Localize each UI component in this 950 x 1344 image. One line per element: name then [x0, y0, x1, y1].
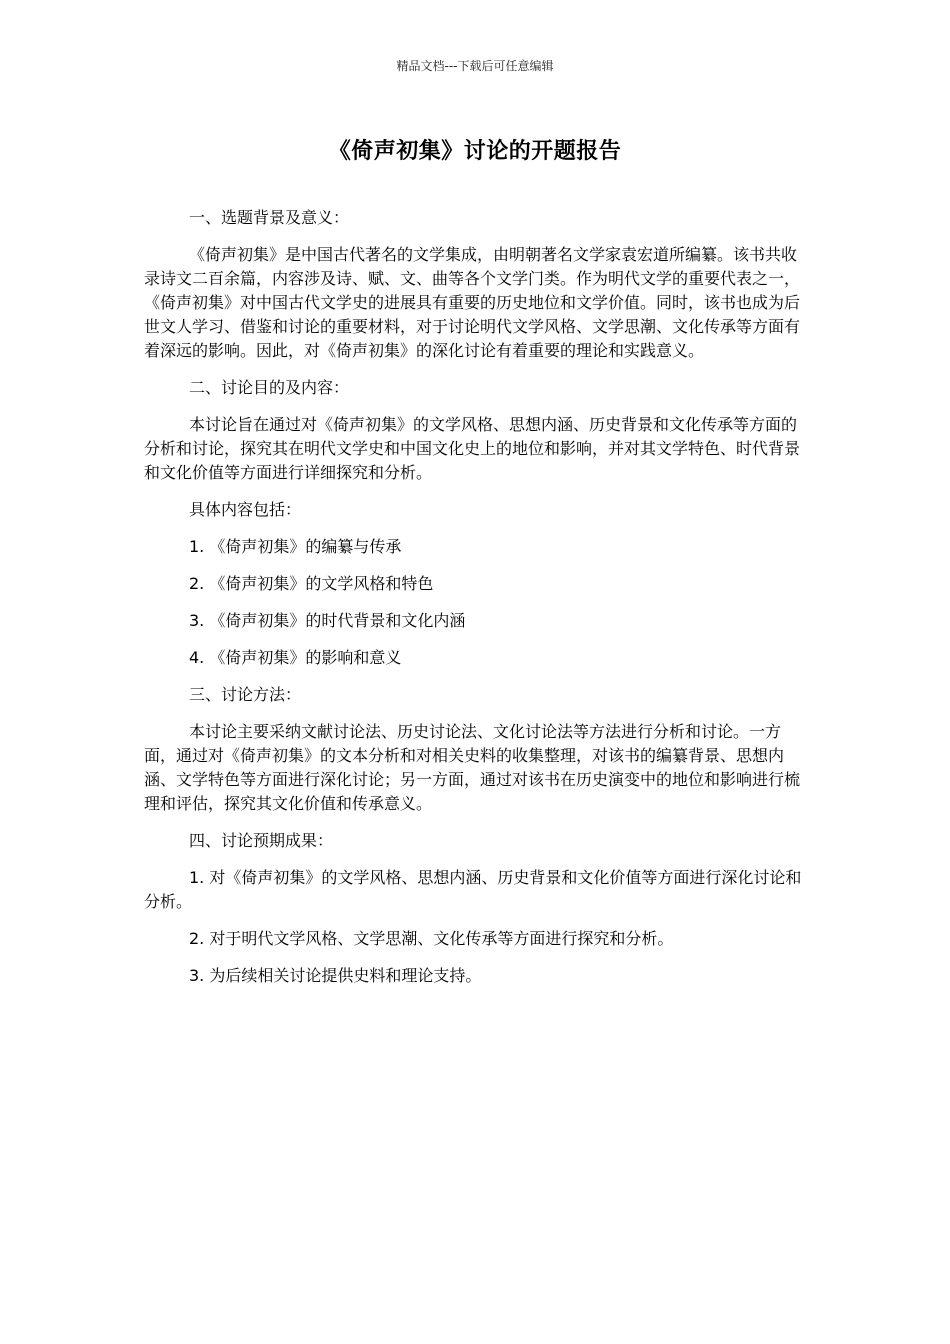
content-item: 4. 《倚声初集》的影响和意义	[189, 648, 402, 667]
outcome-item: 1. 对《倚声初集》的文学风格、思想内涵、历史背景和文化价值等方面进行深化讨论和分析。	[144, 868, 802, 911]
document-body	[144, 206, 806, 1001]
content-item: 1. 《倚声初集》的编纂与传承	[189, 537, 402, 556]
paragraph-purpose: 本讨论旨在通过对《倚声初集》的文学风格、思想内涵、历史背景和文化传承等方面的分析和讨论，探究其在明代文学史和中国文化史上的地位和影响，并对其文学特色、时代背景和文化价值等方面进行详细探究和分析。	[144, 415, 801, 482]
outcome-item: 2. 对于明代文学风格、文学思潮、文化传承等方面进行探究和分析。	[189, 929, 674, 948]
section-heading-outcomes: 四、讨论预期成果：	[189, 831, 334, 850]
section-heading-method: 三、讨论方法：	[189, 685, 302, 704]
page-header: 精品文档---下载后可任意编辑	[396, 59, 554, 73]
content-item: 2. 《倚声初集》的文学风格和特色	[189, 574, 434, 593]
paragraph-background: 《倚声初集》是中国古代著名的文学集成，由明朝著名文学家袁宏道所编纂。该书共收录诗文二百余篇，内容涉及诗、赋、文、曲等各个文学门类。作为明代文学的重要代表之一，《倚声初集》对中国古代文学史的进展具有重要的历史地位和文学价值。同时，该书也成为后世文人学习、借鉴和讨论的重要材料，对于讨论明代文学风格、文学思潮、文化传承等方面有着深远的影响。因此，对《倚声初集》的深化讨论有着重要的理论和实践意义。	[144, 245, 801, 360]
content-item: 3. 《倚声初集》的时代背景和文化内涵	[189, 611, 466, 630]
paragraph-method: 本讨论主要采纳文献讨论法、历史讨论法、文化讨论法等方法进行分析和讨论。一方面，通过对《倚声初集》的文本分析和对相关史料的收集整理，对该书的编纂背景、思想内涵、文学特色等方面进行深化讨论；另一方面，通过对该书在历史演变中的地位和影响进行梳理和评估，探究其文化价值和传承意义。	[144, 722, 801, 813]
section-heading-purpose: 二、讨论目的及内容：	[189, 378, 350, 397]
outcome-item: 3. 为后续相关讨论提供史料和理论支持。	[189, 966, 482, 985]
document-title: 《倚声初集》讨论的开题报告	[328, 139, 622, 164]
contents-intro: 具体内容包括：	[189, 500, 302, 519]
section-heading-background: 一、选题背景及意义：	[189, 208, 350, 227]
